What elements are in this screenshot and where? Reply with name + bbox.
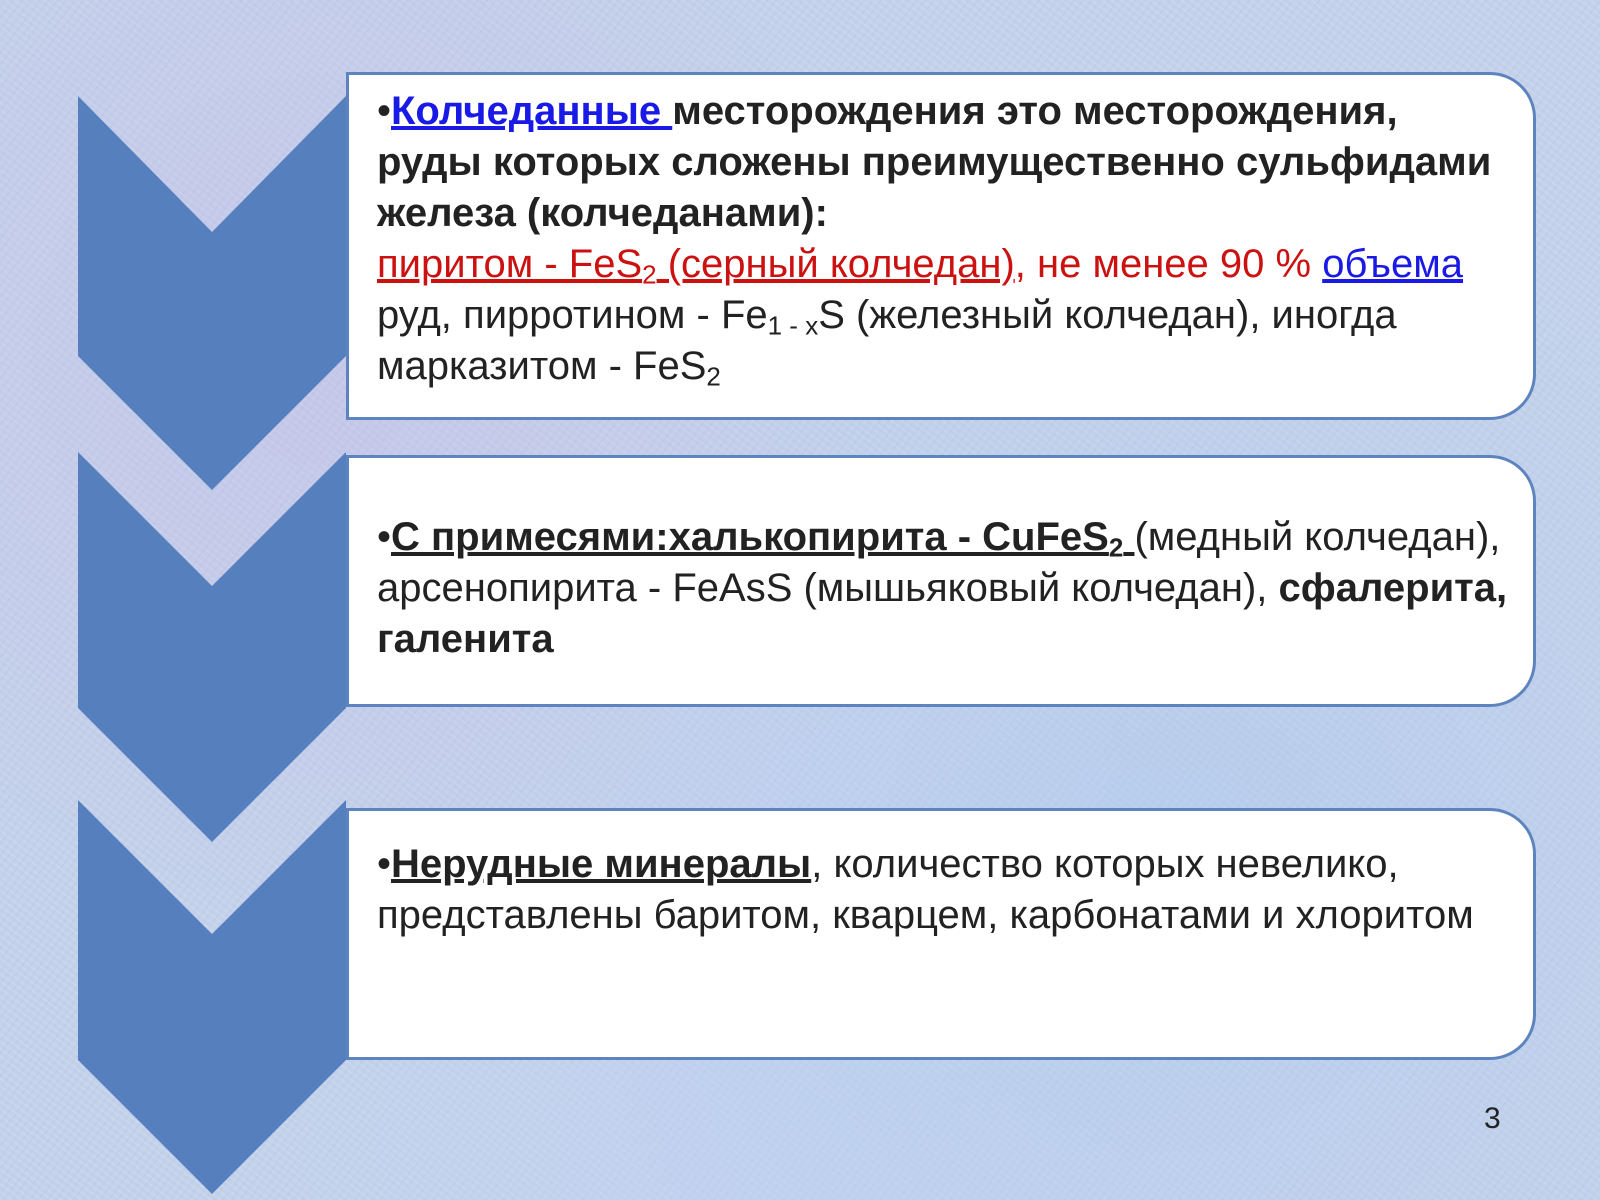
card-nonmetallic-minerals — [346, 808, 1536, 1060]
chevron-arrows — [0, 0, 360, 1200]
slide-number: 3 — [1484, 1102, 1501, 1135]
pyrrhotite-subscript: 1 - x — [767, 310, 819, 341]
nonmetallic-text: , количество которых невелико, представлены баритом, кварцем, карбонатами и хлоритом — [377, 842, 1474, 937]
bullet: • — [377, 515, 392, 559]
chevron-arrow-1 — [78, 96, 346, 490]
impurities-heading: С примесями:халькопирита - CuFeS$_2$ — [391, 515, 1124, 563]
chevron-arrow-3 — [78, 800, 346, 1194]
nonmetallic-heading: Нерудные минералы — [391, 842, 812, 886]
marcasite-subscript: 2 — [706, 361, 721, 392]
pyrrhotite-text: руд, пирротином - Fe — [377, 293, 768, 337]
impurities-text: (медный колчедан), арсенопирита - FeAsS (мышьяковый колчедан), — [377, 515, 1501, 610]
bullet: • — [377, 842, 392, 886]
chevron-arrow-2 — [78, 452, 346, 842]
card-impurities — [346, 455, 1536, 707]
pyrite-text: пиритом - FeS$_2$ (серный колчедан) — [377, 242, 1015, 290]
card-pyrite-deposits — [346, 72, 1536, 420]
term-link-kolchedannye[interactable]: Колчеданные — [391, 89, 673, 133]
volume-link[interactable]: объема — [1322, 242, 1464, 286]
percentage-text: , не менее 90 % — [1014, 242, 1323, 286]
sphalerite-galena-text: сфалерита, галенита — [377, 566, 1508, 661]
marcasite-text: S (железный колчедан), иногда марказитом - FeS — [377, 293, 1397, 388]
definition-text: месторождения это месторождения, руды которых сложены преимущественно сульфидами железа (колчеданами): — [377, 89, 1492, 235]
bullet: • — [377, 89, 392, 133]
